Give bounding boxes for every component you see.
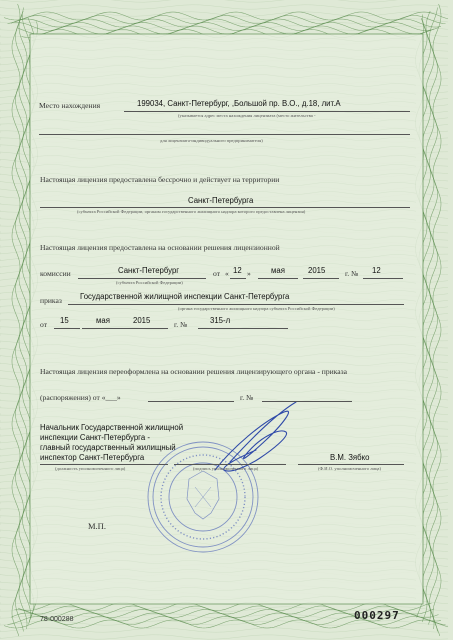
serial-number: 000297 <box>354 609 400 622</box>
validity-hint: (субъекта Российской Федерации, органом государственного жилищного надзора которого предоставлена лицензия) <box>77 209 306 214</box>
position-hint: (должность уполномоченного лица) <box>55 466 126 471</box>
reissue-line: (распоряжения) от «___» <box>40 393 121 402</box>
basis-day-underline <box>230 278 246 279</box>
signatory-name: В.М. Зябко <box>330 453 370 462</box>
order-day-underline <box>54 328 80 329</box>
basis-text: Настоящая лицензия предоставлена на основании решения лицензионной <box>40 243 280 252</box>
order-authority: Государственной жилищной инспекции Санкт-Петербурга <box>80 292 290 301</box>
order-date-underline <box>82 328 168 329</box>
commission-label: комиссии <box>40 269 71 278</box>
basis-quote-close: » <box>247 269 251 278</box>
signatory-position-3: главный государственный жилищный <box>40 443 176 452</box>
validity-territory: Санкт-Петербурга <box>188 196 254 205</box>
position-underline <box>40 464 168 465</box>
basis-number-label: г. № <box>345 269 359 278</box>
basis-number: 12 <box>372 266 381 275</box>
name-hint: (Ф.И.О. уполномоченного лица) <box>318 466 381 471</box>
validity-text: Настоящая лицензия предоставлена бессрочно и действует на территории <box>40 175 280 184</box>
signatory-position-2: инспекции Санкт-Петербурга - <box>40 433 150 442</box>
location-hint-2: для лицензиата-индивидуального предпринимателя) <box>160 138 263 143</box>
basis-month-underline <box>258 278 298 279</box>
reissue-date-underline <box>148 401 234 402</box>
basis-year: 2015 <box>308 266 326 275</box>
basis-month: мая <box>271 266 285 275</box>
stamp-label: М.П. <box>88 521 106 531</box>
location-address: 199034, Санкт-Петербург, ,Большой пр. В.О., д.18, лит.А <box>137 99 341 108</box>
basis-year-underline <box>303 278 339 279</box>
reissue-number-label: г. № <box>240 393 254 402</box>
authority-underline <box>68 304 404 305</box>
name-underline <box>298 464 404 465</box>
basis-day: 12 <box>233 266 242 275</box>
order-authority-hint: (органа государственного жилищного надзора субъекта Российской Федерации) <box>178 306 335 311</box>
signatory-position-4: инспектор Санкт-Петербурга <box>40 453 145 462</box>
commission-hint: (субъекта Российской Федерации) <box>116 280 183 285</box>
address-underline-2 <box>39 134 410 135</box>
basis-number-underline <box>363 278 403 279</box>
reissue-text: Настоящая лицензия переоформлена на основании решения лицензирующего органа - приказа <box>40 367 347 376</box>
form-code: 78-000288 <box>40 616 74 623</box>
basis-quote-open: « <box>225 269 229 278</box>
order-number-underline <box>198 328 288 329</box>
signatory-position-1: Начальник Государственной жилищной <box>40 423 184 432</box>
order-from-label: от <box>40 320 48 329</box>
address-underline <box>124 111 410 112</box>
order-day: 15 <box>60 316 69 325</box>
location-hint-1: (указывается адрес места нахождения лицензиата (место жительства - <box>178 113 316 118</box>
commission-underline <box>78 278 206 279</box>
order-number-label: г. № <box>174 320 188 329</box>
order-year: 2015 <box>133 316 151 325</box>
order-number: 315-л <box>210 316 231 325</box>
signature-underline <box>174 464 286 465</box>
commission-name: Санкт-Петербург <box>118 266 180 275</box>
reissue-number-underline <box>262 401 352 402</box>
basis-from-label: от <box>213 269 221 278</box>
order-month: мая <box>96 316 110 325</box>
signature-hint: (подпись уполномоченного лица) <box>193 466 259 471</box>
order-label: приказ <box>40 296 62 305</box>
territory-underline <box>40 207 410 208</box>
location-label: Место нахождения <box>39 101 101 110</box>
